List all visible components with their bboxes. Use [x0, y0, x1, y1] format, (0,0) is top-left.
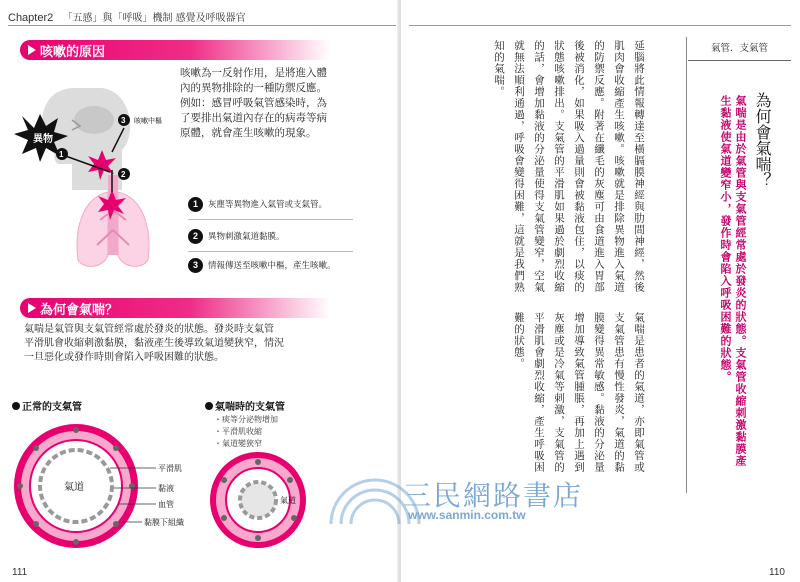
step-3	[188, 258, 336, 273]
bullet-secretion: ・痰等分泌物增加	[214, 415, 278, 424]
step-2-num: 2	[188, 229, 203, 244]
submucosa-label: 黏膜下組織	[144, 518, 184, 527]
header-rule	[409, 25, 791, 26]
right-lung	[118, 192, 149, 266]
asthma-line-1: 氣喘是氣管與支氣管經常處於發炎的狀態。發炎時支氣管	[24, 324, 274, 335]
watermark-url: www.sanmin.com.tw	[408, 508, 526, 522]
triangle-icon	[28, 45, 36, 55]
bronchus-cross-section-diagram	[10, 408, 330, 558]
step-3-num: 3	[188, 258, 203, 273]
cough-diagram	[12, 80, 202, 275]
cough-line-4: 了要排出氣道內存在的病毒等病	[180, 112, 327, 124]
cough-paragraph	[180, 66, 380, 141]
section-title-asthma: 為何會氣喘？	[40, 303, 119, 318]
smooth-muscle-label: 平滑肌	[158, 464, 182, 473]
chapter-label: Chapter2	[8, 12, 54, 24]
running-header	[8, 9, 246, 24]
cough-line-2: 內的異物排除的一種防禦反應。	[180, 82, 327, 94]
cough-center-label: 咳嗽中樞	[134, 117, 162, 125]
normal-bronchus-label: 正常的支氣管	[22, 402, 82, 413]
question-title: 為何會氣喘？	[753, 92, 772, 188]
airway-label-asthma: 氣道	[280, 496, 296, 505]
page-number-left: 111	[12, 567, 28, 578]
section-bar-cough	[20, 40, 330, 60]
bullet-airway-narrow: ・氣道變狹窄	[214, 439, 262, 448]
asthma-bronchus-label: 氣喘時的支氣管	[215, 402, 285, 413]
step-1	[188, 197, 327, 212]
chapter-title: 「五感」與「呼吸」機制 感覺及呼吸器官	[62, 13, 246, 24]
foreign-body-label: 異物	[33, 134, 53, 145]
step-2	[188, 229, 285, 244]
asthma-line-3: 一旦惡化或發作時則會陷入呼吸困難的狀態。	[24, 352, 224, 363]
watermark-name: 三民網路書店	[403, 479, 584, 512]
marker-2-num: 2	[121, 170, 126, 179]
airway-label-normal: 氣道	[64, 482, 84, 493]
brain-shape	[74, 106, 114, 134]
asthma-line-2: 平滑肌會收縮刺激黏膜，黏液產生後導致氣道變狹窄，情況	[24, 338, 284, 349]
step-1-text: 灰塵等異物進入氣管或支氣管。	[208, 200, 328, 210]
asthma-airway-wall	[240, 482, 276, 518]
step-divider	[188, 251, 353, 252]
section-title-cough: 咳嗽的原因	[40, 45, 106, 60]
main-text-top: 延腦將此情報轉達至橫膈膜神經與肋間神經，然後肌肉會收縮產生咳嗽。咳嗽就是排除異物進入氣道的防禦反應。附著在纖毛的灰塵可由食道進入胃部後被消化，如果吸入過量則會被黏液包住，以痰的狀態咳嗽排出。支氣管的平滑肌如果過於劇烈收縮的話，會增加黏液的分泌量使得支氣管變窄，空氣就無法順利通過，呼吸會變得困難，這就是我們熟知的氣喘。	[493, 40, 645, 293]
marker-1-num: 1	[59, 150, 64, 159]
main-text-bottom: 氣喘是患者的氣道，亦即氣管或支氣管患有慢性發炎，氣道的黏膜變得異常敏感。黏液的分泌量增加導致氣管腫脹，再加上遇到灰塵或是冷氣等刺激，支氣管的平滑肌會劇烈收縮，產生呼吸困難的狀態。	[513, 312, 645, 473]
marker-3-num: 3	[121, 116, 126, 125]
cough-line-5: 原體，就會產生咳嗽的現象。	[180, 127, 317, 139]
answer-text: 氣喘是由於氣管與支氣管經常處於發炎的狀態。支氣管收縮刺激黏膜產生黏液使氣道變窄小，發作時會陷入呼吸困難的狀態。	[719, 95, 747, 467]
left-lung	[77, 192, 108, 266]
sidebar-header: 氣管．支氣管	[710, 43, 768, 54]
blood-vessel-label: 血管	[158, 500, 174, 509]
mucus-label: 黏液	[158, 484, 174, 493]
header-rule	[8, 25, 396, 26]
triangle-icon	[28, 303, 36, 313]
asthma-paragraph	[24, 323, 384, 365]
bullet-smooth-muscle: ・平滑肌收縮	[214, 427, 262, 436]
cough-line-3: 例如：感冒呼吸氣管感染時，為	[180, 97, 327, 109]
step-2-text: 異物刺激氣道黏膜。	[208, 232, 285, 242]
section-bar-asthma	[20, 298, 330, 318]
page-number-right: 110	[769, 567, 785, 578]
step-divider	[188, 219, 353, 220]
step-3-text: 情報傳送至咳嗽中樞，產生咳嗽。	[208, 261, 336, 271]
sidebar-header-rule	[688, 60, 791, 61]
cough-line-1: 咳嗽為一反射作用，是將進入體	[180, 67, 327, 79]
sidebar-divider	[686, 37, 687, 493]
step-1-num: 1	[188, 197, 203, 212]
